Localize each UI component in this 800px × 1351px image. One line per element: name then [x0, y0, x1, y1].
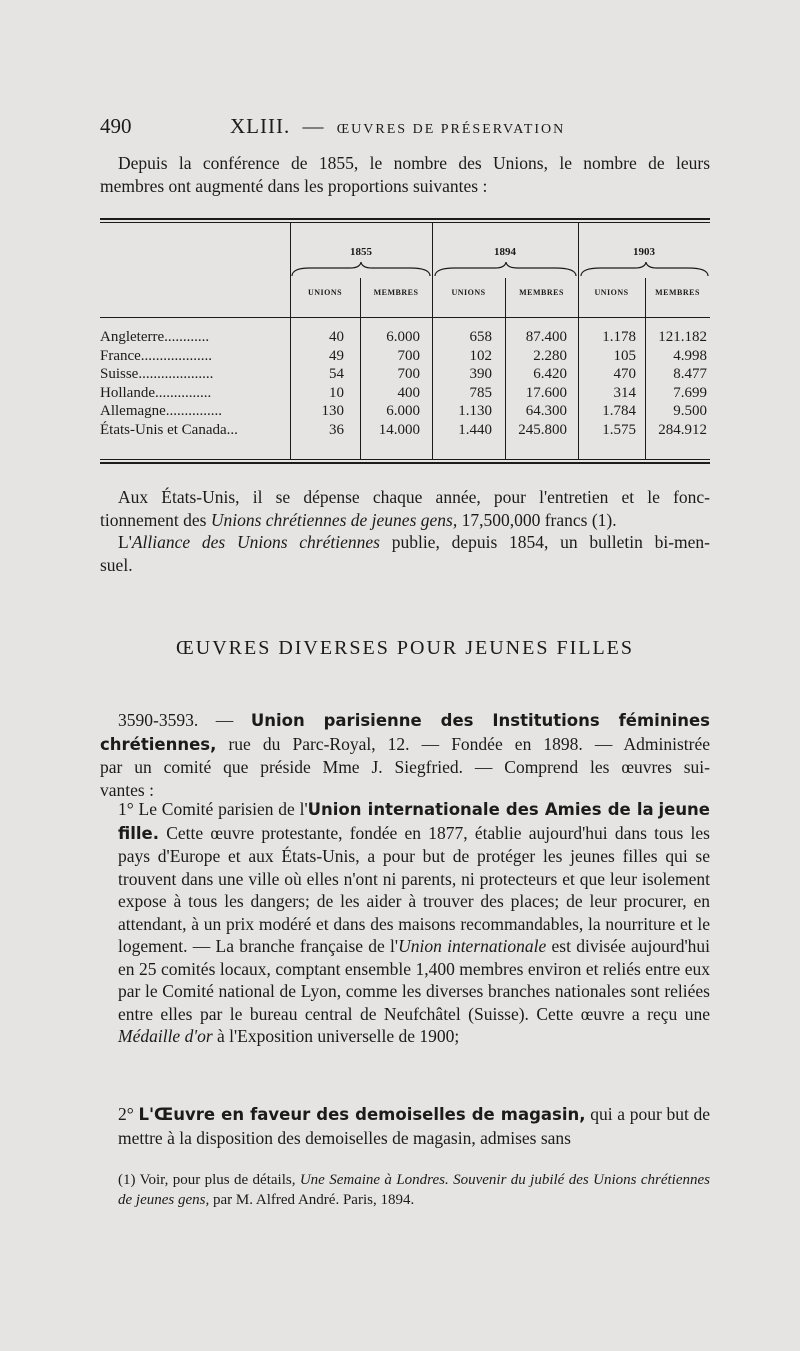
cell: 6.000 — [386, 329, 420, 345]
country-cell: France................... — [100, 347, 213, 364]
cell: 658 — [469, 329, 492, 345]
table-top-rule — [100, 218, 710, 220]
cell: 2.280 — [533, 347, 567, 364]
text: 2° — [118, 1104, 139, 1124]
footnote — [100, 1170, 710, 1210]
item-2-title: L'Œuvre en faveur des demoiselles de magasin, — [138, 1105, 586, 1124]
text: à l'Exposition universelle de 1900; — [212, 1026, 460, 1046]
text: tionnement des — [100, 509, 211, 530]
chapter-title — [230, 114, 565, 139]
text: rue du Parc-Royal, 12. — Fondée en 1898. — Administrée — [216, 733, 710, 754]
cell: 6.420 — [533, 366, 567, 382]
cell: 9.500 — [673, 403, 707, 419]
country-cell: Angleterre............ — [100, 329, 210, 345]
cell: 245.800 — [518, 421, 567, 438]
cell: 1.784 — [602, 403, 636, 419]
running-header — [100, 114, 710, 140]
text: est divisée aujourd'hui en 25 comités locaux, comptant ensemble 1,400 membres environ et reliés entre eux par le Comité national de Lyon, comme les diverses branches nationales sont reliées entre elles par le bureau central de Neufchâtel (Suisse). Cette œuvre a reçu une — [118, 936, 711, 1024]
entry-name-cont: chrétiennes, — [100, 734, 217, 754]
chapter-number: XLIII. — [230, 114, 291, 138]
country-cell: Hollande............... — [100, 384, 212, 401]
text: par M. Alfred André. Paris, 1894. — [209, 1192, 415, 1208]
item-1-text — [100, 798, 710, 1048]
entry-3590-3593 — [100, 709, 710, 801]
cell: 54 — [329, 366, 344, 382]
paragraph-line — [100, 531, 710, 554]
entry-line — [100, 733, 710, 757]
italic-title: Unions chrétiennes de jeunes gens, — [210, 509, 458, 530]
footnote-text — [100, 1170, 710, 1210]
text: qui a pour but de mettre à la disposition des demoiselles de magasin, admises sans — [118, 1104, 711, 1148]
text: L' — [118, 532, 132, 552]
table-bottom-rule-2 — [100, 462, 710, 464]
cell: 49 — [329, 347, 344, 364]
table-body — [100, 329, 710, 440]
table-bottom-rule — [100, 459, 710, 460]
cell: 1.440 — [458, 421, 492, 438]
section-heading: ŒUVRES DIVERSES POUR JEUNES FILLES — [175, 637, 635, 659]
intro-paragraph — [100, 152, 710, 197]
cell: 470 — [613, 366, 636, 382]
italic-title: Union internationale — [398, 936, 547, 956]
cell: 400 — [397, 384, 420, 401]
cell: 1.130 — [458, 403, 492, 419]
text: publie, depuis 1854, un bulletin bi-men- — [379, 532, 710, 552]
cell: 700 — [397, 347, 420, 364]
cell: 87.400 — [525, 329, 567, 345]
table-row — [100, 385, 710, 404]
country-cell: Allemagne............... — [100, 403, 223, 419]
table-top-rule-2 — [100, 222, 710, 223]
cell: 17.600 — [525, 384, 567, 401]
table-row — [100, 422, 710, 441]
award-name: Médaille d'or — [118, 1026, 213, 1046]
item-2-text — [100, 1103, 710, 1149]
cell: 284.912 — [658, 421, 707, 438]
year-1855: 1855 — [350, 246, 372, 258]
col-unions-1894: UNIONS — [451, 288, 486, 297]
entry-line — [100, 709, 710, 733]
entry-name: Union parisienne des Institutions féminines — [250, 711, 711, 730]
paragraph-line: Aux États-Unis, il se dépense chaque année, pour l'entretien et le fonc- — [118, 487, 710, 507]
year-braces — [290, 262, 710, 280]
table-header-rule — [100, 317, 710, 318]
unions-statistics-table — [100, 218, 710, 466]
cell: 14.000 — [378, 421, 420, 438]
cell: 6.000 — [386, 403, 420, 419]
cell: 121.182 — [658, 329, 707, 345]
country-cell: États-Unis et Canada... — [100, 421, 238, 438]
table-row — [100, 403, 710, 422]
year-1894: 1894 — [494, 246, 516, 258]
entry-line: vantes : — [100, 779, 154, 800]
year-1903: 1903 — [633, 246, 655, 258]
text: 1° Le Comité parisien de l' — [118, 799, 308, 819]
country-cell: Suisse.................... — [100, 366, 214, 382]
text: 17,500,000 francs (1). — [457, 509, 617, 530]
page-number: 490 — [100, 114, 132, 138]
cell: 64.300 — [525, 403, 567, 419]
col-membres-1894: MEMBRES — [519, 288, 564, 297]
table-row — [100, 366, 710, 385]
cell: 390 — [469, 366, 492, 382]
cell: 314 — [613, 384, 636, 401]
intro-line-1: Depuis la conférence de 1855, le nombre des Unions, le nombre de leurs — [118, 153, 710, 173]
cell: 105 — [613, 347, 636, 364]
col-unions-1855: UNIONS — [307, 288, 343, 297]
item-1-title: Union internationale des Amies de la — [307, 800, 654, 819]
footnote-title: Une Semaine à Londres. Souvenir du jubilé des Unions chrétiennes de jeunes gens, — [118, 1172, 710, 1208]
after-table-paragraphs — [100, 486, 710, 576]
item-2 — [100, 1103, 710, 1149]
header-dash: — — [302, 114, 325, 138]
col-membres-1903: MEMBRES — [655, 288, 700, 297]
cell: 10 — [329, 384, 344, 401]
cell: 8.477 — [673, 366, 707, 382]
col-unions-1903: UNIONS — [594, 288, 629, 297]
cell: 36 — [329, 421, 344, 438]
text: Cette œuvre protestante, fondée en 1877, établie aujourd'hui dans tous les pays d'Europe et aux États-Unis, a pour but de protéger les jeunes filles qui se trouvent dans une ville où elles n'ont ni parents, ni protecteurs et que leur isolement expose à tous les dangers; de les aider à trouver des places; de leur procurer, en attendant, à un prix modéré et dans des maisons recommandables, la nourriture et le logement. — La branche française de l' — [118, 822, 710, 956]
cell: 1.575 — [602, 421, 636, 438]
cell: 785 — [469, 384, 492, 401]
entry-number: 3590-3593. — — [118, 710, 251, 730]
text: (1) Voir, pour plus de détails, — [118, 1172, 300, 1188]
paragraph-line — [100, 509, 710, 532]
cell: 4.998 — [673, 347, 707, 364]
table-row — [100, 348, 710, 367]
cell: 130 — [321, 403, 344, 419]
item-1 — [100, 798, 710, 1048]
cell: 700 — [397, 366, 420, 382]
entry-line: par un comité que préside Mme J. Siegfried. — Comprend les œuvres sui- — [100, 757, 710, 777]
cell: 1.178 — [602, 329, 636, 345]
italic-title: Alliance des Unions chrétiennes — [131, 532, 380, 552]
chapter-name: ŒUVRES DE PRÉSERVATION — [336, 122, 566, 137]
paragraph-line: suel. — [100, 554, 133, 575]
cell: 40 — [329, 329, 344, 345]
intro-line-2: membres ont augmenté dans les proportions suivantes : — [100, 175, 488, 196]
table-row — [100, 329, 710, 348]
cell: 102 — [469, 347, 492, 364]
item-1-title-cont: jeune fille. — [118, 800, 710, 843]
col-membres-1855: MEMBRES — [373, 288, 419, 297]
cell: 7.699 — [673, 384, 707, 401]
